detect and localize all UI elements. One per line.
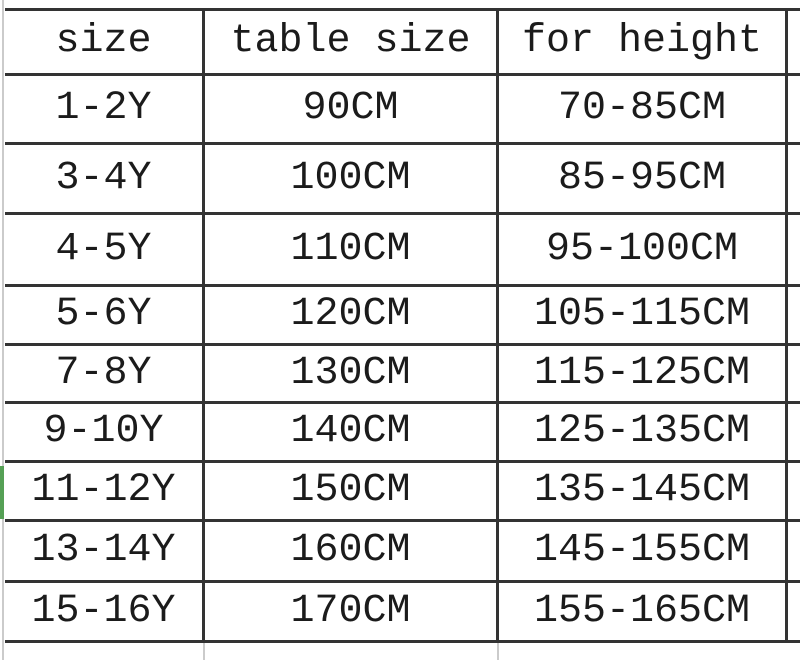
cell-for-height-row7[interactable]: 135-145CM xyxy=(499,463,788,522)
partial-cell-row5[interactable] xyxy=(788,346,800,404)
partial-cell-row7[interactable] xyxy=(788,463,800,522)
cell-for-height-row3[interactable]: 95-100CM xyxy=(499,215,788,287)
cell-table-size-row3[interactable]: 110CM xyxy=(205,215,499,287)
left-column-gridline xyxy=(2,0,4,660)
cell-for-height-row5[interactable]: 115-125CM xyxy=(499,346,788,404)
header-cell-for-height[interactable]: for height xyxy=(499,11,788,76)
cell-table-size-row6[interactable]: 140CM xyxy=(205,404,499,463)
size-chart-table xyxy=(5,8,800,646)
partial-cell-row8[interactable] xyxy=(788,522,800,583)
partial-cell-row9[interactable] xyxy=(788,583,800,643)
cell-size-row2[interactable]: 3-4Y xyxy=(5,145,205,215)
cell-table-size-row1[interactable]: 90CM xyxy=(205,76,499,145)
partial-cell-row6[interactable] xyxy=(788,404,800,463)
header-partial-cell[interactable] xyxy=(788,11,800,76)
partial-cell-row2[interactable] xyxy=(788,145,800,215)
header-cell-size[interactable]: size xyxy=(5,11,205,76)
cell-table-size-row4[interactable]: 120CM xyxy=(205,287,499,346)
cell-for-height-row8[interactable]: 145-155CM xyxy=(499,522,788,583)
cell-size-row4[interactable]: 5-6Y xyxy=(5,287,205,346)
partial-cell-row3[interactable] xyxy=(788,215,800,287)
gridline-below-col1 xyxy=(203,643,205,660)
gridline-below-col2 xyxy=(497,643,499,660)
cell-table-size-row5[interactable]: 130CM xyxy=(205,346,499,404)
header-cell-table-size[interactable]: table size xyxy=(205,11,499,76)
cell-table-size-row2[interactable]: 100CM xyxy=(205,145,499,215)
cell-size-row7-selected[interactable]: 11-12Y xyxy=(5,463,205,522)
cell-size-row1[interactable]: 1-2Y xyxy=(5,76,205,145)
cell-size-row3[interactable]: 4-5Y xyxy=(5,215,205,287)
cell-for-height-row1[interactable]: 70-85CM xyxy=(499,76,788,145)
cell-size-row6[interactable]: 9-10Y xyxy=(5,404,205,463)
cell-table-size-row9[interactable]: 170CM xyxy=(205,583,499,643)
cell-selection-indicator xyxy=(0,466,4,519)
cell-size-row8[interactable]: 13-14Y xyxy=(5,522,205,583)
partial-cell-row4[interactable] xyxy=(788,287,800,346)
cell-for-height-row2[interactable]: 85-95CM xyxy=(499,145,788,215)
cell-table-size-row7[interactable]: 150CM xyxy=(205,463,499,522)
cell-size-row9[interactable]: 15-16Y xyxy=(5,583,205,643)
cell-for-height-row9[interactable]: 155-165CM xyxy=(499,583,788,643)
cell-table-size-row8[interactable]: 160CM xyxy=(205,522,499,583)
partial-cell-row1[interactable] xyxy=(788,76,800,145)
cell-size-row5[interactable]: 7-8Y xyxy=(5,346,205,404)
cell-for-height-row4[interactable]: 105-115CM xyxy=(499,287,788,346)
cell-for-height-row6[interactable]: 125-135CM xyxy=(499,404,788,463)
